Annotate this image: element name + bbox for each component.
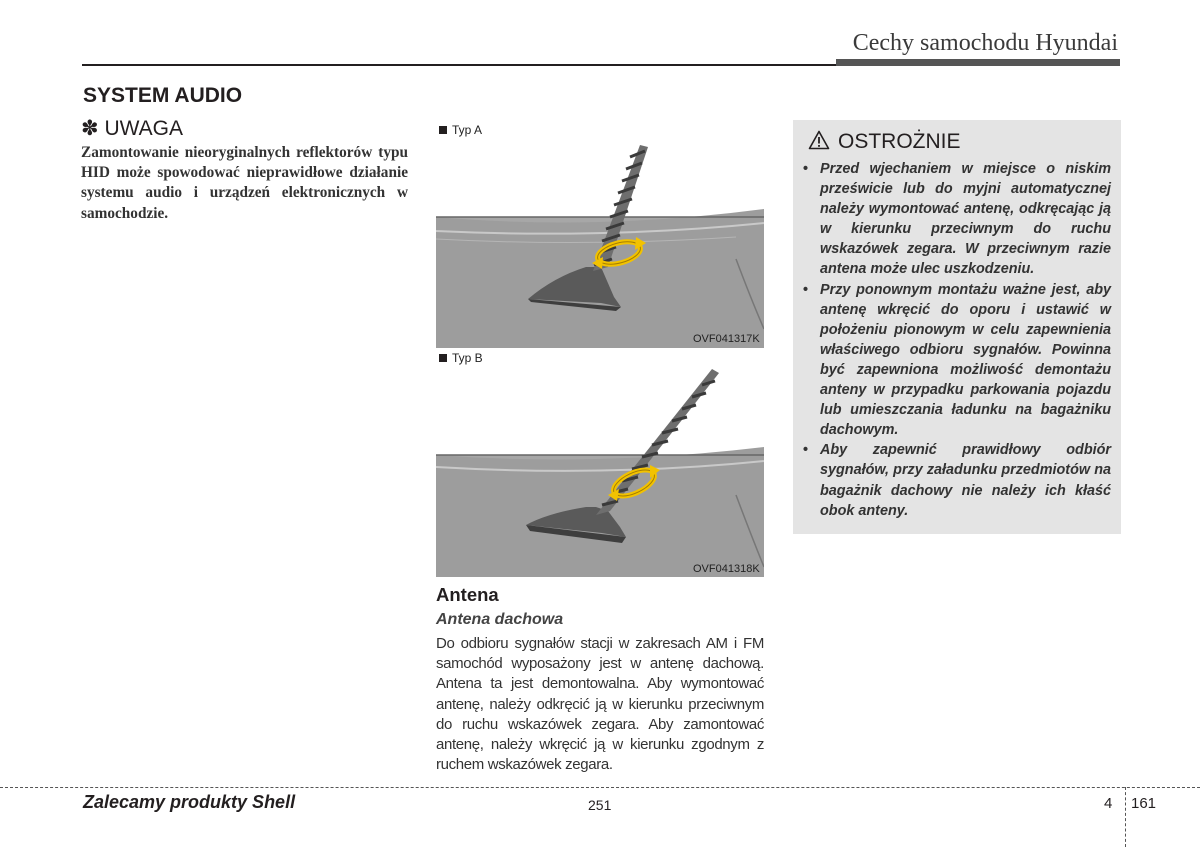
figure-b-label-text: Typ B xyxy=(452,351,483,365)
footer-rule xyxy=(0,787,1200,788)
figure-b-code: OVF041318K xyxy=(693,563,760,575)
note-symbol-icon: ✽ xyxy=(81,117,99,140)
footer-page-number: 251 xyxy=(588,797,612,813)
header-accent-bar xyxy=(836,59,1120,66)
footer-chapter-page: 161 xyxy=(1131,795,1157,812)
caution-list xyxy=(802,159,1111,521)
figure-bullet-icon xyxy=(439,126,447,134)
figure-a-label xyxy=(439,123,482,137)
figure-b-image xyxy=(436,367,764,577)
figure-b-label xyxy=(439,351,483,365)
antenna-heading: Antena xyxy=(436,584,499,605)
running-header-title: Cechy samochodu Hyundai xyxy=(852,30,1118,56)
warning-triangle-icon xyxy=(808,130,830,155)
figure-a-label-text: Typ A xyxy=(452,123,483,137)
figure-bullet-icon xyxy=(439,354,447,362)
caution-item: • Przy ponownym montażu ważne jest, aby antenę wkręcić do oporu i ustawić w położeniu pionowym w celu zapewnienia właściwego odbioru sygnałów. Powinna być zapewniona możliwość demontażu anteny w przypadku parkowania pojazdu lub umieszczania ładunku na bagażniku dachowym. xyxy=(802,280,1111,441)
caution-title: OSTROŻNIE xyxy=(838,130,961,153)
note-heading xyxy=(81,116,183,141)
caution-item: • Aby zapewnić prawidłowy odbiór sygnałów, przy załadunku przedmiotów na bagażnik dachowy nie należy ich kłaść obok anteny. xyxy=(802,440,1111,520)
note-heading-label: UWAGA xyxy=(104,117,184,140)
section-title: SYSTEM AUDIO xyxy=(83,84,243,107)
caution-item: • Przed wjechaniem w miejsce o niskim prześwicie lub do myjni automatycznej należy wymontować antenę, odkręcając ją w kierunku przeciwnym do ruchu wskazówek zegara. W przeciwnym razie antena może ulec uszkodzeniu. xyxy=(802,159,1111,280)
figure-a-code: OVF041317K xyxy=(693,333,760,345)
footer-chapter: 4 xyxy=(1104,795,1113,812)
note-body: Zamontowanie nieoryginalnych reflektorów typu HID może spowodować nieprawidłowe działanie systemu audio i urządzeń elektronicznych w samochodzie. xyxy=(81,144,408,222)
figure-a-image xyxy=(436,139,764,348)
antenna-body: Do odbioru sygnałów stacji w zakresach AM i FM samochód wyposażony jest w antenę dachową. Antena ta jest demontowalna. Aby wymontować antenę, należy odkręcić ją w kierunku przeciwnym do ruchu wskazówek zegara. Aby zamontować antenę, należy wkręcić ją w kierunku zgodnym z ruchem wskazówek zegara. xyxy=(436,635,764,774)
footer-divider xyxy=(1125,787,1126,847)
antenna-subheading: Antena dachowa xyxy=(436,611,564,628)
footer-brand: Zalecamy produkty Shell xyxy=(83,792,296,812)
